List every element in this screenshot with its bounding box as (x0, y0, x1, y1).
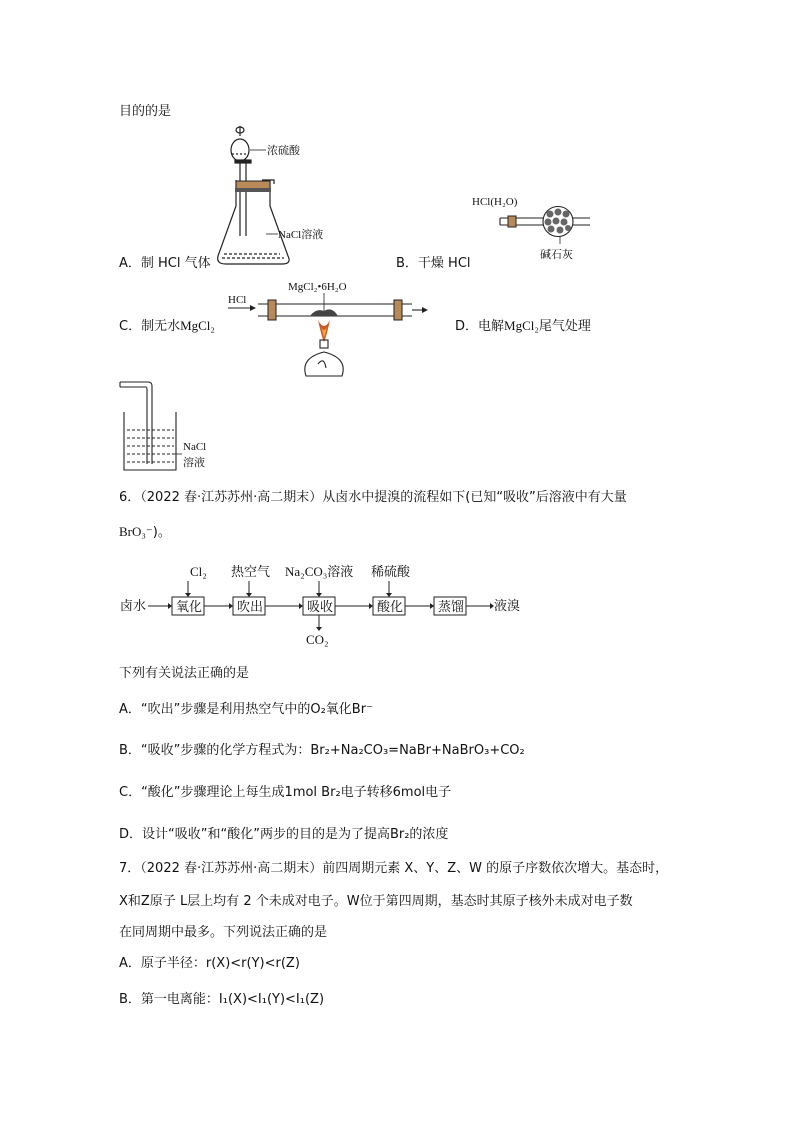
flow-input-dilute-h2so4: 稀硫酸 (371, 564, 411, 579)
q7-stem-line1: 7．（2022 春·江苏苏州·高二期末）前四周期元素 X、Y、Z、W 的原子序数依次增大。基态时， (119, 861, 669, 876)
q6-question: 下列有关说法正确的是 (119, 666, 250, 681)
bro3-formula: BrO₃⁻ (119, 524, 153, 539)
option-5d (455, 318, 591, 335)
label-nacl-d: NaCl (183, 441, 207, 453)
option-5c-formula: MgCl₂ (180, 318, 215, 333)
figure-c-heating-apparatus (226, 276, 436, 380)
option-5d-formula: MgCl₂ (504, 318, 539, 333)
flow-start-brine: 卤水 (120, 598, 147, 613)
q7-stem-line2: X和Z原子 L层上均有 2 个未成对电子。W位于第四周期，基态时其原子核外未成对电子数 (119, 894, 633, 909)
flow-step-oxidation: 氧化 (176, 599, 203, 614)
q7-stem-line3: 在同周期中最多。下列说法正确的是 (119, 925, 328, 940)
flow-input-cl2: Cl₂ (190, 564, 207, 579)
option-6d: D．设计“吸收”和“酸化”两步的目的是为了提高Br₂的浓度 (119, 827, 449, 842)
flow-step-absorb: 吸收 (307, 599, 334, 614)
flow-step-acidify: 酸化 (377, 599, 404, 614)
label-mgcl2-hydrate: MgCl₂•6H₂O (288, 281, 347, 293)
label-hcl-h2o: HCl(H₂O) (472, 196, 518, 208)
option-6a: A．“吹出”步骤是利用热空气中的O₂氧化Br⁻ (119, 702, 373, 717)
option-5b: B．干燥 HCl (396, 256, 471, 271)
flow-step-distill: 蒸馏 (438, 599, 465, 614)
label-soda-lime: 碱石灰 (540, 249, 573, 261)
figure-a-flask-apparatus (210, 126, 324, 271)
label-nacl-solution-a: NaCl溶液 (278, 229, 324, 241)
option-6c: C．“酸化”步骤理论上每生成1mol Br₂电子转移6mol电子 (119, 785, 452, 800)
label-solution-d: 溶液 (183, 457, 205, 469)
q6-stem-tail: )。 (152, 525, 171, 540)
flow-step-blow-out: 吹出 (237, 599, 264, 614)
option-7b: B．第一电离能：I₁(X)<I₁(Y)<I₁(Z) (119, 992, 325, 1007)
option-5d-suffix: 尾气处理 (538, 319, 591, 334)
flow-input-hot-air: 热空气 (231, 564, 271, 579)
q6-stem-line1: 6．（2022 春·江苏苏州·高二期末）从卤水中提溴的流程如下(已知“吸收”后溶液中有大量 (119, 490, 627, 505)
label-hcl-c: HCl (228, 294, 247, 306)
option-7a: A．原子半径：r(X)<r(Y)<r(Z) (119, 956, 300, 971)
flow-output-co2: CO₂ (306, 632, 329, 647)
flow-input-na2co3: Na₂CO₃溶液 (285, 564, 354, 579)
option-5d-text: D．电解 (455, 319, 505, 334)
q6-stem-line2 (119, 524, 171, 541)
flow-end-liquid-bromine: 液溴 (494, 598, 521, 613)
figure-d-beaker (118, 378, 228, 473)
option-5c (119, 318, 215, 335)
label-conc-sulfuric-acid: 浓硫酸 (267, 145, 300, 157)
bromine-extraction-flowchart (118, 560, 538, 652)
intro-text: 目的的是 (119, 104, 172, 119)
option-5a: A．制 HCl 气体 (119, 256, 211, 271)
option-5c-text: C．制无水 (119, 319, 181, 334)
figure-b-drying-tube (470, 192, 600, 267)
option-6b: B．“吸收”步骤的化学方程式为：Br₂+Na₂CO₃=NaBr+NaBrO₃+CO₂ (119, 743, 525, 758)
